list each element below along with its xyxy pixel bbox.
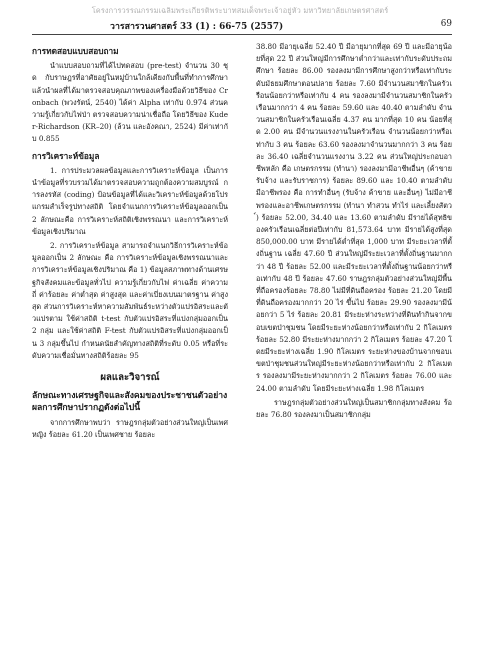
para-socio: จากการศึกษาพบว่า ราษฎรกลุ่มตัวอย่างส่วนใหญ่เป็นเพศหญิง ร้อยละ 61.20 เป็นเพศชาย ร้อยละ — [32, 418, 228, 440]
watermark: โครงการวรรณกรรมเฉลิมพระเกียรติพระบาทสมเด็จพระเจ้าอยู่หัว มหาวิทยาลัยเกษตรศาสตร์ — [91, 6, 389, 15]
heading-analysis: การวิเคราะห์ข้อมูล — [32, 150, 100, 161]
right-column — [256, 41, 452, 423]
header-rule — [32, 34, 452, 35]
left-column — [32, 41, 228, 444]
para-test: นำแบบสอบถามที่ได้ไปทดสอบ (pre-test) จำนวน 30 ชุด กับราษฎรที่อาศัยอยู่ในหมู่บ้านใกล้เคียงกับพื้นที่ทำการศึกษา แล้วนำผลที่ได้มาตรวจสอบคุณภาพของเครื่องมือด้วยวิธีของ Cronbach (พวงรัตน์, 2540) ได้ค่า Alpha เท่ากับ 0.974 ส่วนความรู้เกี่ยวกับไฟป่า ตรวจสอบความน่าเชื่อถือ โดยวิธีของ Kuder-Richardson (KR–20) (ล้วน และอังคณา, 2524) มีค่าเท่ากับ 0.855 — [32, 61, 229, 144]
para-analysis-2: 2. การวิเคราะห์ข้อมูล สามารถจำแนกวิธีการวิเคราะห์ข้อมูลออกเป็น 2 ลักษณะ คือ การวิเคราะห์ข้อมูลเชิงพรรณนาและการวิเคราะห์ข้อมูลเชิงปริมาณ คือ 1) ข้อมูลสภาพทางด้านเศรษฐกิจสังคมและข้อมูลทั่วไป ความรู้เกี่ยวกับไฟ ค่าเฉลี่ย ค่าความถี่ ค่าร้อยละ ค่าต่ำสุด ค่าสูงสุด และค่าเบี่ยงเบนมาตรฐาน ค่าสูงสุด ส่วนการวิเคราะห์หาความสัมพันธ์ระหว่างตัวแปรอิสระและตัวแปรตาม ใช้ค่าสถิติ t-test กับตัวแปรอิสระที่แบ่งกลุ่มออกเป็น 2 กลุ่ม และใช้ค่าสถิติ F-test กับตัวแปรอิสระที่แบ่งกลุ่มออกเป็น 3 กลุ่มขึ้นไป กำหนดนัยสำคัญทางสถิติที่ระดับ 0.05 หรือที่ระดับความเชื่อมั่นทางสถิติร้อยละ 95 — [32, 241, 228, 360]
journal-header: วารสารวนศาสตร์ 33 (1) : 66-75 (2557) — [110, 22, 284, 32]
para-right-2: ราษฎรกลุ่มตัวอย่างส่วนใหญ่เป็นสมาชิกกลุ่มทางสังคม ร้อยละ 76.80 รองลงมาเป็นสมาชิกกลุ่ม — [256, 397, 452, 420]
heading-socio: ลักษณะทางเศรษฐกิจและสังคมของประชาชนตัวอย่าง ผลการศึกษาปรากฏดังต่อไปนี้ — [32, 391, 228, 414]
heading-results: ผลและวิจารณ์ — [100, 372, 160, 384]
page-number: 69 — [440, 19, 452, 29]
para-right-1: 38.80 มีอายุเฉลี่ย 52.40 ปี มีอายุมากที่สุด 69 ปี และมีอายุน้อยที่สุด 22 ปี ส่วนใหญ่มีการศึกษาต่ำกว่าและเท่ากับระดับประถมศึกษา ร้อยละ 86.00 รองลงมามีการศึกษาสูงกว่าหรือเท่ากับระดับมัธยมศึกษาตอนปลาย ร้อยละ 7.60 มีจำนวนสมาชิกในครัวเรือนน้อยกว่าหรือเท่ากับ 4 คน รองลงมามีจำนวนสมาชิกในครัวเรือนมากกว่า 4 คน ร้อยละ 59.60 และ 40.40 ตามลำดับ จำนวนสมาชิกในครัวเรือนเฉลี่ย 4.37 คน มากที่สุด 10 คน น้อยที่สุด 2.00 คน มีจำนวนแรงงานในครัวเรือน จำนวนน้อยกว่าหรือเท่ากับ 3 คน ร้อยละ 63.60 รองลงมาจำนวนมากกว่า 3 คน ร้อยละ 36.40 เฉลี่ยจำนวนแรงงาน 3.22 คน ส่วนใหญ่ประกอบอาชีพหลัก คือ เกษตรกรรม (ทำนา) รองลงมามีอาชีพอื่นๆ (ค้าขาย รับจ้าง และรับราชการ) ร้อยละ 89.60 และ 10.40 ตามลำดับ มีอาชีพรอง คือ การทำอื่นๆ (รับจ้าง ค้าขาย และอื่นๆ) ไม่มีอาชีพรองและอาชีพเกษตรกรรม (ทำนา ทำสวน ทำไร่ และเลี้ยงสัตว์) ร้อยละ 52.00, 34.40 และ 13.60 ตามลำดับ มีรายได้สุทธิของครัวเรือนเฉลี่ยต่อปีเท่ากับ 81,573.64 บาท มีรายได้สูงที่สุด 850,000.00 บาท มีรายได้ต่ำที่สุด 1,000 บาท มีระยะเวลาที่ตั้งถิ่นฐาน เฉลี่ย 47.60 ปี ส่วนใหญ่มีระยะเวลาที่ตั้งถิ่นฐานมากกว่า 48 ปี ร้อยละ 52.00 และมีระยะเวลาที่ตั้งถิ่นฐานน้อยกว่าหรือเท่ากับ 48 ปี ร้อยละ 47.60 ราษฎรกลุ่มตัวอย่างส่วนใหญ่มีพื้นที่ถือครองร้อยละ 78.80 ไม่มีที่ดินถือครอง ร้อยละ 21.20 โดยมีที่ดินถือครองมากกว่า 20 ไร่ ขึ้นไป ร้อยละ 29.90 รองลงมามีน้อยกว่า 5 ไร่ ร้อยละ 20.81 มีระยะห่างระหว่างที่ดินทำกินจากขอบเขตป่าชุมชน โดยมีระยะห่างน้อยกว่าหรือเท่ากับ 2 กิโลเมตร ร้อยละ 52.80 มีระยะห่างมากกว่า 2 กิโลเมตร ร้อยละ 47.20 โดยมีระยะห่างเฉลี่ย 1.90 กิโลเมตร ระยะห่างของบ้านจากขอบเขตป่าชุมชนส่วนใหญ่มีระยะห่างน้อยกว่าหรือเท่ากับ 2 กิโลเมตร รองลงมามีระยะห่างมากกว่า 2 กิโลเมตร ร้อยละ 76.00 และ 24.00 ตามลำดับ โดยมีระยะห่างเฉลี่ย 1.98 กิโลเมตร — [256, 42, 452, 393]
heading-test: การทดสอบแบบสอบถาม — [32, 46, 119, 56]
para-analysis-1: 1. การประมวลผลข้อมูลและการวิเคราะห์ข้อมูล เป็นการนำข้อมูลที่รวบรวมได้มาตรวจสอบความถูกต้องความสมบูรณ์ การลงรหัส (coding) ป้อนข้อมูลที่ได้และวิเคราะห์ข้อมูลด้วยโปรแกรมสำเร็จรูปทางสถิติ โดยจำแนกการวิเคราะห์ข้อมูลออกเป็น 2 ลักษณะคือ การวิเคราะห์สถิติเชิงพรรณนา และการวิเคราะห์ข้อมูลเชิงปริมาณ — [32, 165, 228, 236]
